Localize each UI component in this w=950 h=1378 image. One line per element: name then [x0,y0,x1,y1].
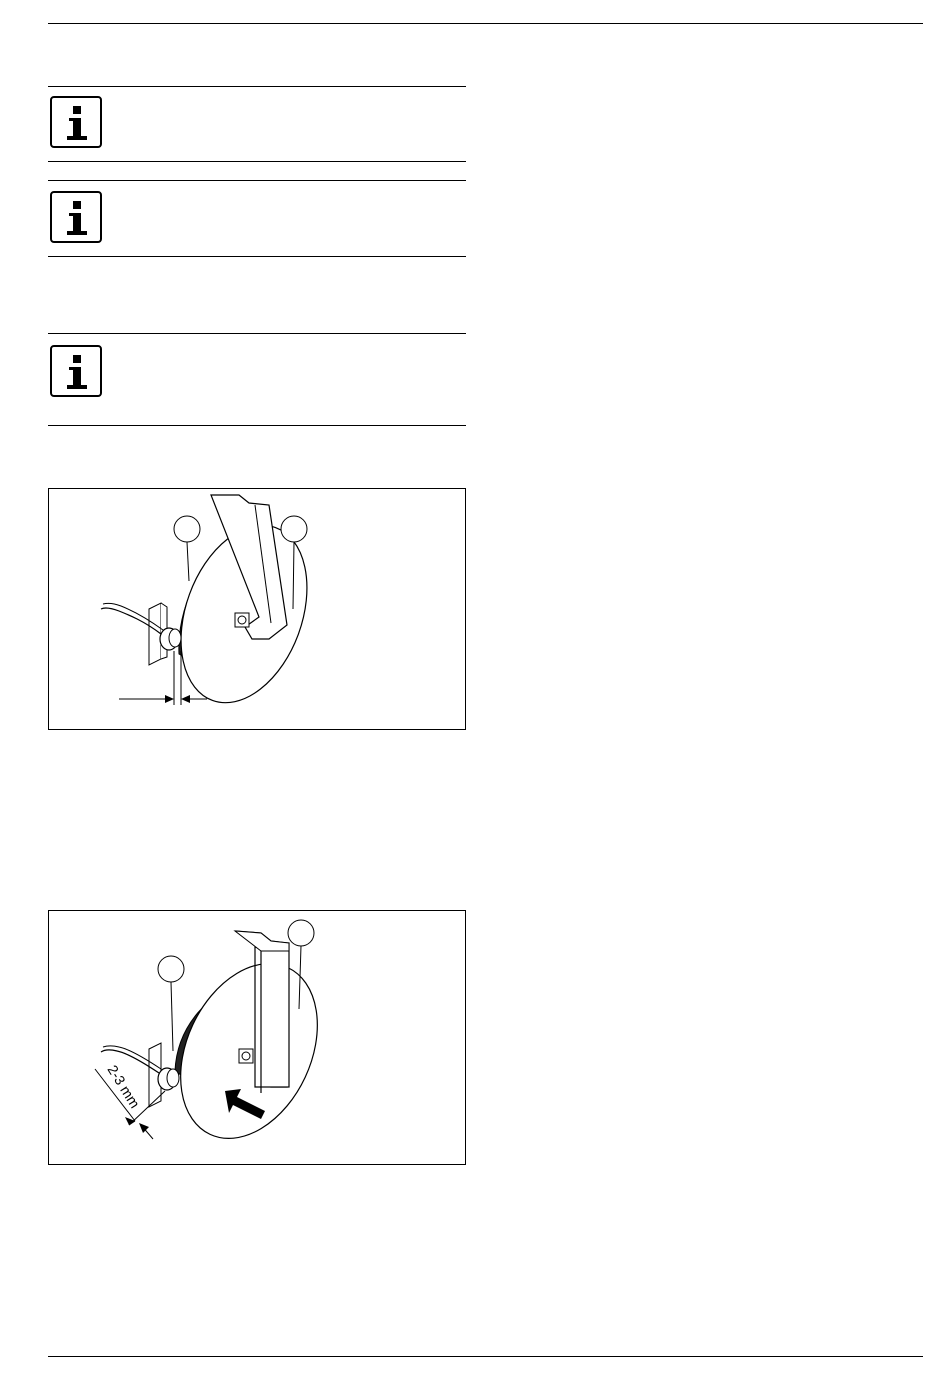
note-2-bottom-rule [48,256,466,257]
header-rule [48,23,923,24]
info-note-3 [48,334,466,425]
info-icon [50,96,102,148]
info-icon [50,345,102,397]
dimension-label: 2-3 mm [104,1062,144,1111]
figure-sensor-disc-adjust [48,910,466,1165]
footer-rule [48,1356,923,1357]
note-1-bottom-rule [48,161,466,162]
info-note-1 [48,87,466,161]
sensor-disc-adjust-illustration [49,911,467,1166]
info-note-2 [48,181,466,256]
sensor-disc-illustration [49,489,467,731]
info-icon [50,191,102,243]
figure-sensor-disc-gap [48,488,466,730]
note-3-bottom-rule [48,425,466,426]
